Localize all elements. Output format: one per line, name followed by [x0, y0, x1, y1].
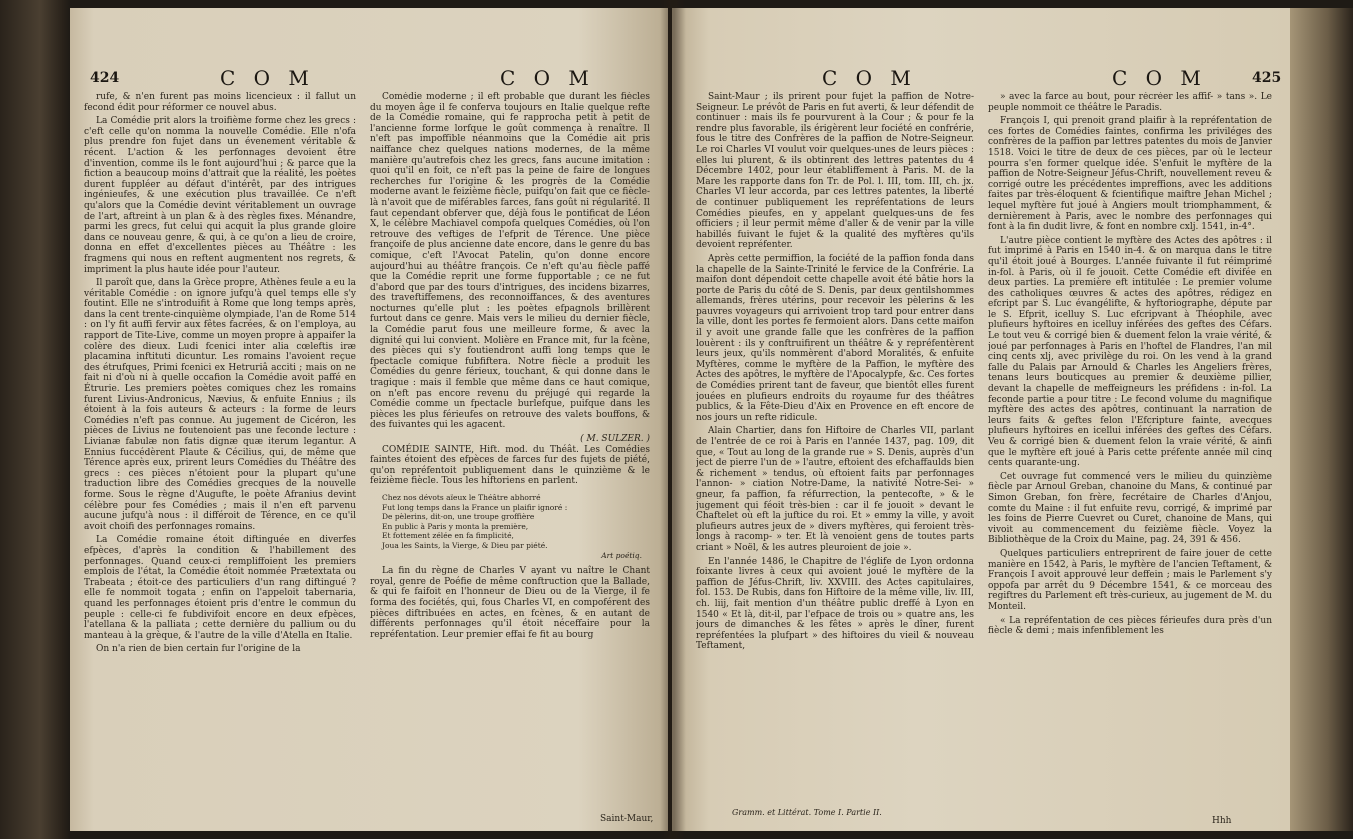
paragraph: « La repréfentation de ces pièces férieufes dura près d'un fiècle & demi ; mais infenfiblement les — [988, 615, 1272, 637]
signature-mark: Hhh — [1212, 816, 1232, 826]
paragraph: Il paroît que, dans la Grèce propre, Athènes feule a eu la véritable Comédie : on ignore jufqu'à quel temps elle s'y foutint. Elle ne s'introduifit à Rome que long temps après, dans la cent trente-cinquième olympiade, l'an de Rome 514 : on l'y fit auffi fervir aux fêtes facrées, & on l'employa, au rapport de Tite-Live, comme un moyen propre à appaifer la colère des dieux. Ludi fcenici inter alia cœleftis iræ placamina inftituti dicuntur. Les romains l'avoient reçue des étrufques, Primi fcenici ex Hetruriâ acciti ; mais on ne fait ni d'où ni à quelle occafion la Comédie avoit paffé en Étrurie. Les premiers poètes comiques chez les romains furent Livius-Andronicus, Nævius, & enfuite Ennius ; ils étoient à la fois auteurs & acteurs : la forme de leurs Comédies n'eft pas connue. Au jugement de Cicéron, les pièces de Livius ne foutenoient pas une feconde lecture : Livianæ fabulæ non fatis dignæ quæ iterum legantur. A Ennius fuccédèrent Plaute & Cécilius, qui, de même que Térence après eux, prirent leurs Comédies du Théâtre des grecs : ces pièces n'étoient pour la plupart qu'une traduction libre des Comédies grecques de la nouvelle forme. Sous le règne d'Augufte, le poète Afranius devint célèbre pour fes Comédies ; mais il n'en eft parvenu aucune jufqu'à nous : il différoit de Térence, en ce qu'il avoit choifi des perfonnages romains. — [84, 278, 356, 532]
verse-line: Chez nos dévots aïeux le Théâtre abhorré — [382, 492, 541, 502]
paragraph: » avec la farce au bout, pour récréer les affif- » tans ». Le peuple nommoit ce théâtre le Paradis. — [988, 92, 1272, 113]
paragraph: François I, qui prenoit grand plaifir à la repréfentation de ces fortes de Comédies faintes, confirma les priviléges des confrères de la paffion par lettres patentes du mois de Janvier 1518. Voici le titre de deux de ces pièces, par où le lecteur pourra s'en former quelque idée. S'enfuit le myftère de la paffion de Notre-Seigneur Jéfus-Chrift, nouvellement reveu & corrigé outre les précédentes impreffions, avec les additions faites par très-éloquent & fcientifique maiftre Jehan Michel ; lequel myftère fut joué à Angiers moult triomphamment, & dernièrement à Paris, avec le nombre des perfonnages qui font à la fin dudit livre, & font en nombre cxlj. 1541, in-4°. — [988, 116, 1272, 233]
paragraph: On n'a rien de bien certain fur l'origine de la — [96, 644, 301, 655]
paragraph: Cet ouvrage fut commencé vers le milieu du quinzième fiècle par Arnoul Greban, chanoine du Mans, & continué par Simon Greban, fon frère, fecrétaire de Charles d'Anjou, comte du Maine : il fut enfuite revu, corrigé, & imprimé par les foins de Pierre Cuevret ou Curet, chanoine de Mans, qui vivoit au commencement du feizième fiècle. Voyez la Bibliothèque de la Croix du Maine, pag. 24, 391 & 456. — [988, 471, 1272, 546]
paragraph: Alain Chartier, dans fon Hiftoire de Charles VII, parlant de l'entrée de ce roi à Paris en l'année 1437, pag. 109, dit que, « Tout au long de la grande rue » S. Denis, auprès d'un ject de pierre l'un de » l'autre, eftoient des efchaffaulds bien & richement » tendus, où eftoient faits par perfonnages l'annon- » ciation Notre-Dame, la nativité Notre-Sei- » gneur, fa paffion, fa réfurrection, la pentecofte, » & le jugement qui féoit très-bien : car il fe jouoit » devant le Chaftelet où eft la juftice du roi. Et » emmy la ville, y avoit plufieurs autres jeux de » divers myftères, qui feroient très-longs à racomp- » ter. Et là venoient gens de toutes parts criant » Noël, & les autres pleuroient de joie ». — [696, 426, 974, 553]
page-number-left: 424 — [90, 70, 120, 86]
paragraph: La Comédie romaine étoit diftinguée en diverfes efpèces, d'après la condition & l'habillement des perfonnages. Quand ceux-ci rempliffoient les premiers emplois de l'état, la Comédie étoit nommée Prætextata ou Trabeata ; étoit-ce des particuliers d'un rang diftingué ? elle fe nommoit togata ; enfin on l'appeloit tabernaria, quand les perfonnages étoient pris d'entre le commun du peuple : celle-ci fe fubdivifoit encore en deux efpèces, l'atellana & la palliata ; cette dernière du pallium ou du manteau à la grèque, & l'autre de la ville d'Atella en Italie. — [84, 535, 356, 641]
page-number-right: 425 — [1252, 70, 1282, 86]
column-4 — [988, 92, 1272, 814]
verse-source: Art poétiq. — [601, 550, 642, 560]
paragraph: En l'année 1486, le Chapitre de l'églife de Lyon ordonna foixante livres à ceux qui avoient joué le myftère de la paffion de Jéfus-Chrift, liv. XXVIII. des Actes capitulaires, fol. 153. De Rubis, dans fon Hiftoire de la même ville, liv. III, ch. liij, fait mention d'un théâtre public dreffé à Lyon en 1540 « Et là, dit-il, par l'efpace de trois ou » quatre ans, les jours de dimanches & les fêtes » après le dîner, furent repréfentées la plufpart » des hiftoires du vieil & nouveau Teftament, — [696, 556, 974, 652]
paragraph: La Comédie prit alors la troifième forme chez les grecs : c'eft celle qu'on nomma la nouvelle Comédie. Elle n'ofa plus prendre fon fujet dans un évenement véritable & récent. L'action & les perfonnages devoient être d'invention, comme ils le font aujourd'hui ; & parce que la fiction a beaucoup moins d'attrait que la réalité, les poètes durent fuppléer au défaut d'intérêt, par des intrigues ingénieufes, & une exécution plus travaillée. Ce n'eft qu'alors que la Comédie devint véritablement un ouvrage de l'art, aftreint à un plan & à des règles fixes. Ménandre, parmi les grecs, fut celui qui acquit la plus grande gloire dans ce nouveau genre, & qui, à ce qu'on a lieu de croire, donna en effet d'excellentes pièces au Théâtre : les fragmens qui nous en reftent augmentent nos regrets, & impriment la plus haute idée pour l'auteur. — [84, 116, 356, 275]
page-footer: Gramm. et Littérat. Tome I. Partie II. — [732, 808, 882, 817]
running-head-left: C O M — [220, 66, 315, 90]
paragraph: Quelques particuliers entreprirent de faire jouer de cette manière en 1542, à Paris, le myftère de l'ancien Teftament, & François I avoit approuvé leur deffein ; mais le Parlement s'y oppofa par arrêt du 9 Décembre 1541, & ce morceau des regiftres du Parlement eft très-curieux, au jugement de M. du Monteil. — [988, 548, 1272, 612]
paragraph: Saint-Maur ; ils prirent pour fujet la paffion de Notre-Seigneur. Le prévôt de Paris en fut averti, & leur défendit de continuer : mais ils fe pourvurent à la Cour ; & pour fe la rendre plus favorable, ils érigèrent leur fociété en confrérie, fous le titre des Confrères de la paffion de Notre-Seigneur. Le roi Charles VI voulut voir quelques-unes de leurs pièces : elles lui plurent, & ils obtinrent des lettres patentes du 4 Décembre 1402, pour leur établiffement à Paris. M. de la Mare les rapporte dans fon Tr. de Pol. l. III, tom. III, ch. jx. Charles VI leur accorda, par ces lettres patentes, la liberté de continuer publiquement les repréfentations de leurs Comédies pieufes, en y appelant quelques-uns de fes officiers ; il leur permit même d'aller & de venir par la ville habillés fuivant le fujet & la qualité des myftères qu'ils devoient repréfenter. — [696, 92, 974, 251]
paragraph: Après cette permiffion, la fociété de la paffion fonda dans la chapelle de la Sainte-Trinité le fervice de la Confrérie. La maifon dont dépendoit cette chapelle avoit été bâtie hors la porte de Paris du côté de S. Denis, par deux gentilshommes allemands, frères utérins, pour recevoir les pèlerins & les pauvres voyageurs qui arrivoient trop tard pour entrer dans la ville, dont les portes fe fermoient alors. Dans cette maifon il y avoit une grande falle que les confrères de la paffion louèrent : ils y conftruifirent un théâtre & y repréfentèrent leurs jeux, qu'ils nommèrent d'abord Moralités, & enfuite Myftères, comme le myftère de la Paffion, le myftère des Actes des apôtres, le myftère de l'Apocalypfe, &c. Ces fortes de Comédies prirent tant de faveur, que bientôt elles furent jouées en plufieurs endroits du royaume fur des théâtres publics, & la Fête-Dieu d'Aix en Provence en eft encore de nos jours un refte ridicule. — [696, 253, 974, 423]
page-edges — [1290, 8, 1353, 831]
verse-line: Fut long temps dans la France un plaifir ignoré : — [382, 502, 568, 512]
left-page — [70, 8, 668, 831]
catchword: Saint-Maur, — [600, 814, 654, 824]
verse-line: De pèlerins, dit-on, une troupe groffière — [382, 512, 535, 522]
running-head-right: C O M — [822, 66, 917, 90]
verse-line: Joua les Saints, la Vierge, & Dieu par piété. — [382, 540, 548, 550]
paragraph: La fin du règne de Charles V ayant vu naître le Chant royal, genre de Poéfie de même conftruction que la Ballade, & qui fe faifoit en l'honneur de Dieu ou de la Vierge, il fe forma des fociétés, qui, fous Charles VI, en compoférent des pièces diftribuées en actes, en fcènes, & en autant de différents perfonnages qu'il étoit néceffaire pour la repréfentation. Leur premier effai fe fit au bourg — [370, 566, 650, 640]
column-2 — [370, 92, 650, 831]
column-3 — [696, 92, 974, 792]
book-gutter — [660, 0, 686, 839]
running-head-left-2: C O M — [500, 66, 595, 90]
paragraph: COMÉDIE SAINTE, Hift. mod. du Théât. Les Comédies faintes étoient des efpèces de farces fur des fujets de piété, qu'on repréfentoit publiquement dans le quinzième & le feizième fiècle. Tous les hiftoriens en parlent. — [370, 444, 650, 487]
column-1 — [84, 92, 356, 831]
paragraph: L'autre pièce contient le myftère des Actes des apôtres : il fut imprimé à Paris en 1540 in-4. & on marqua dans le titre qu'il étoit joué à Bourges. L'année fuivante il fut réimprimé in-fol. à Paris, où il fe jouoit. Cette Comédie eft divifée en deux parties. La première eft intitulée : Le premier volume des catholiques œuvres & actes des apôtres, rédigez en efcript par S. Luc évangélifte, & hyftoriographe, députe par le S. Efprit, icelluy S. Luc efcripvant à Théophile, avec plufieurs hyftoires en icelluy inférées des geftes des Céfars. Le tout veu & corrigé bien & duement felon la vraie vérité, & joué par perfonnages à Paris en l'hoftel de Flandres, l'an mil cinq cents xlj, avec privilège du roi. On les vend à la grand falle du Palais par Arnould & Charles les Angeliers frères, tenans leurs bouticques au premier & deuxième pillier, devant la chapelle de meffeigneurs les préfidens : in-fol. La feconde partie a pour titre : Le fecond volume du magnifique myftère des actes des apôtres, continuant la narration de leurs faits & geftes felon l'Efcripture fainte, avecques plufieurs hyftoires en icellui inférées des geftes des Céfars. Veu & corrigé bien & duement felon la vraie vérité, & ainfi que le myftère eft joué à Paris cette préfente année mil cinq cents quarante-ung. — [988, 235, 1272, 469]
paragraph: rufe, & n'en furent pas moins licencieux : il fallut un fecond édit pour réformer ce nouvel abus. — [84, 92, 356, 113]
right-page — [672, 8, 1290, 831]
verse-line: Et fottement zélée en fa fimplicité, — [382, 531, 514, 541]
author-signature: ( M. SULZER. ) — [580, 434, 650, 444]
verse-quote — [382, 493, 642, 560]
paragraph: Comédie moderne ; il eft probable que durant les fiècles du moyen âge il fe conferva toujours en Italie quelque refte de la Comédie romaine, qui fe rapprocha petit à petit de l'ancienne forme lorfque le goût commença à renaître. Il n'eft pas impoffible néanmoins que la Comédie ait pris naiffance chez quelques nations modernes, de la même manière qu'autrefois chez les grecs, fans aucune imitation : quoi qu'il en foit, ce n'eft pas la peine de faire de longues recherches fur l'origine & les progrès de la Comédie moderne avant le feizième fiècle, puifqu'on fait que ce fiècle-là n'avoit que de miférables farces, fans goût ni régularité. Il faut cependant obferver que, déjà fous le pontificat de Léon X, le célèbre Machiavel compofa quelques Comédies, où l'on retrouve des veftiges de l'efprit de Térence. Une pièce françoife de plus ancienne date encore, dans le genre du bas comique, c'eft l'Avocat Patelin, qu'on donne encore aujourd'hui au théâtre françois. Ce n'eft qu'au fiècle paffé que la Comédie reprit une forme fupportable ; ce ne fut d'abord que par des tours d'intrigues, des incidens bizarres, des traveftiffemens, des reconnoiffances, & des aventures nocturnes qu'elle plut : les poètes efpagnols brillèrent furtout dans ce genre. Mais vers le milieu du dernier fiècle, la Comédie parut fous une meilleure forme, & avec la dignité qui lui convient. Molière en France mit, fur la fcène, des pièces qui s'y foutiendront auffi long temps que le fpectacle comique fubfiftera. Notre fiècle a produit les Comédies du genre férieux, touchant, & qui donne dans le tragique : mais il femble que même dans ce haut comique, on n'eft pas encore revenu du préjugé qui regarde la Comédie comme un fpectacle burlefque, puifque dans les pièces les plus férieufes on retrouve des valets bouffons, & des fuivantes qui les agacent. — [370, 92, 650, 431]
running-head-right-2: C O M — [1112, 66, 1207, 90]
verse-line: En public à Paris y monta la première, — [382, 521, 529, 531]
